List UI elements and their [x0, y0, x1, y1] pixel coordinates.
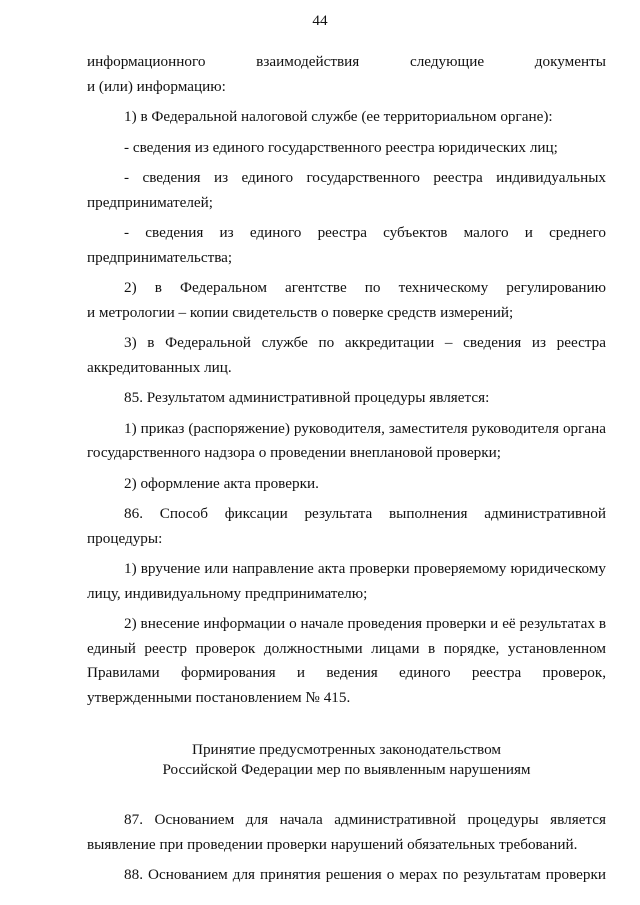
text-line: 85. Результатом административной процедуры является:	[124, 389, 490, 406]
paragraph-87	[87, 808, 606, 857]
text-line: 86. Способ фиксации результата выполнения административной	[124, 505, 606, 522]
paragraph-88	[87, 863, 606, 888]
text-line: Правилами формирования и ведения единого реестра проверок,	[87, 664, 606, 681]
paragraph-85-item-1	[87, 417, 606, 466]
text-line: 1) в Федеральной налоговой службе (ее территориальном органе):	[124, 108, 553, 125]
text-line: - сведения из единого реестра субъектов малого и среднего	[124, 224, 606, 241]
paragraph-item-fns	[87, 105, 606, 130]
paragraph-86-item-2	[87, 612, 606, 710]
text-line: государственного надзора о проведении внеплановой проверки;	[87, 444, 501, 461]
paragraph-continuation	[87, 50, 606, 99]
text-line: 88. Основанием для принятия решения о мерах по результатам проверки	[124, 866, 606, 883]
text-line: - сведения из единого государственного реестра индивидуальных	[124, 169, 606, 186]
heading-line: Принятие предусмотренных законодательством	[192, 741, 501, 758]
paragraph-item-rosstandart	[87, 276, 606, 325]
text-line: утвержденными постановлением № 415.	[87, 688, 351, 706]
page-content	[87, 50, 606, 894]
page-number: 44	[312, 12, 328, 29]
paragraph-86	[87, 502, 606, 551]
text-line: 2) оформление акта проверки.	[124, 474, 319, 492]
text-line: 3) в Федеральной службе по аккредитации – сведения из реестра	[124, 334, 606, 351]
paragraph-egrul	[87, 136, 606, 161]
text-line: 2) в Федеральном агентстве по техническому регулированию	[124, 279, 606, 296]
text-line: информационного взаимодействия следующие документы	[87, 53, 606, 70]
paragraph-86-item-1	[87, 557, 606, 606]
section-heading	[87, 740, 606, 780]
text-line: - сведения из единого государственного реестра юридических лиц;	[124, 138, 558, 156]
text-line: предпринимателей;	[87, 193, 213, 211]
text-line: единый реестр проверок должностными лицами в порядке, установленном	[87, 639, 606, 657]
text-line: 1) приказ (распоряжение) руководителя, заместителя руководителя органа	[124, 419, 606, 437]
text-line: выявление при проведении проверки нарушений обязательных требований.	[87, 835, 578, 853]
text-line: 1) вручение или направление акта проверки проверяемому юридическому	[124, 560, 606, 577]
text-line: 2) внесение информации о начале проведения проверки и её результатах в	[124, 615, 606, 632]
heading-line: Российской Федерации мер по выявленным нарушениям	[162, 761, 531, 778]
paragraph-85-item-2	[87, 472, 606, 497]
paragraph-85	[87, 386, 606, 411]
text-line: процедуры:	[87, 529, 163, 547]
text-line: и метрологии – копии свидетельств о поверке средств измерений;	[87, 303, 514, 321]
paragraph-msp-registry	[87, 221, 606, 270]
paragraph-egrip	[87, 166, 606, 215]
text-line: 87. Основанием для начала административной процедуры является	[124, 811, 606, 828]
text-line: аккредитованных лиц.	[87, 358, 232, 376]
text-line: лицу, индивидуальному предпринимателю;	[87, 584, 368, 602]
text-line: и (или) информацию:	[87, 77, 226, 95]
paragraph-item-accreditation	[87, 331, 606, 380]
text-line: предпринимательства;	[87, 248, 233, 266]
